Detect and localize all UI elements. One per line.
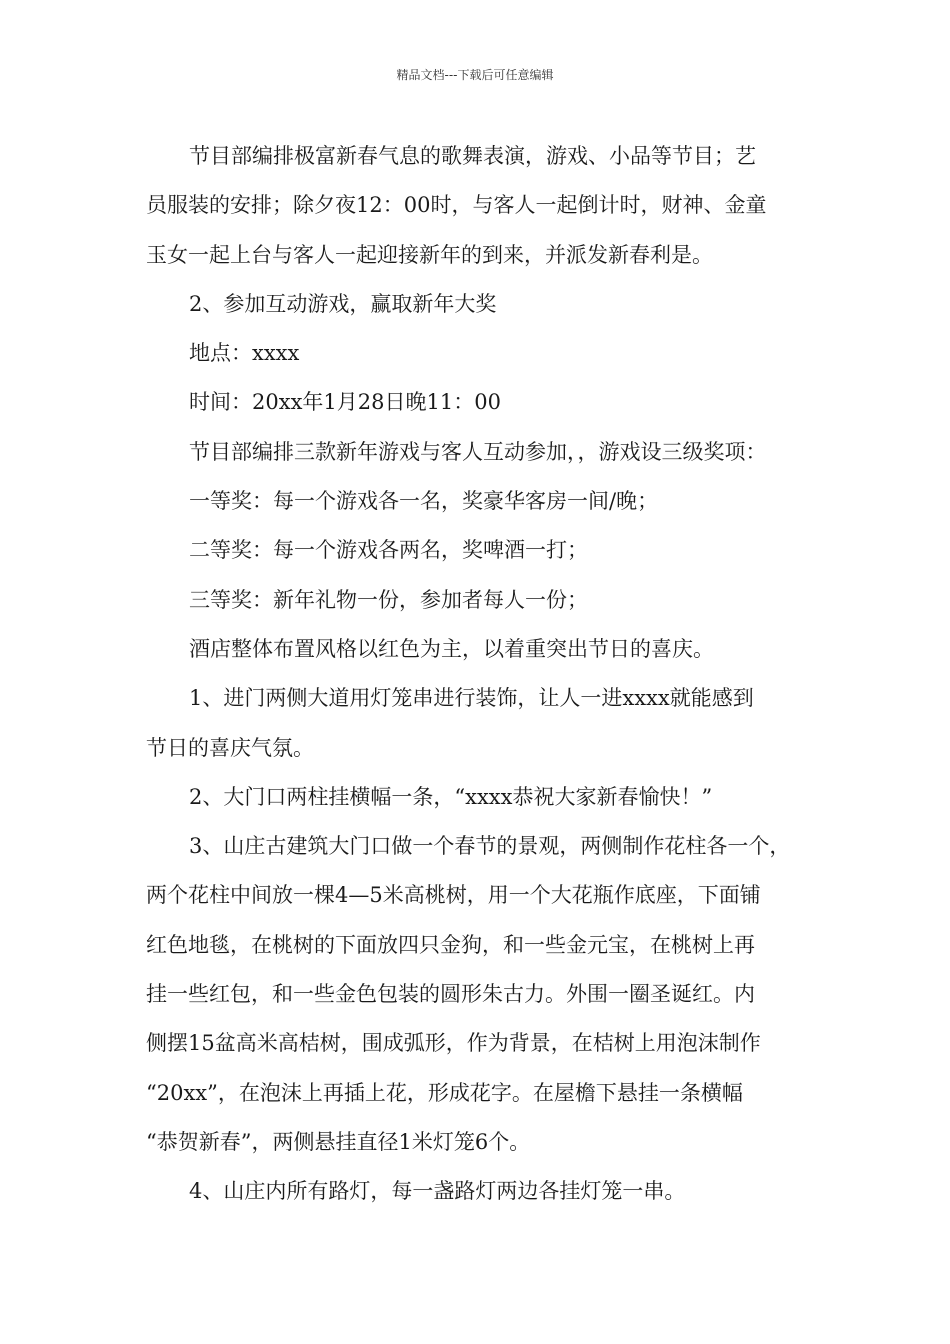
section-heading: 2、参加互动游戏，赢取新年大奖 xyxy=(189,291,497,316)
prize-second: 二等奖：每一个游戏各两名，奖啤酒一打； xyxy=(189,538,588,563)
body-line: “20xx”，在泡沫上再插上花，形成花字。在屋檐下悬挂一条横幅 xyxy=(146,1080,743,1105)
document-body xyxy=(146,132,818,1217)
body-line: 节目部编排三款新年游戏与客人互动参加，，游戏设三级奖项： xyxy=(189,439,767,464)
body-line: “恭贺新春”，两侧悬挂直径1米灯笼6个。 xyxy=(146,1129,531,1154)
prize-third: 三等奖：新年礼物一份，参加者每人一份； xyxy=(189,587,588,612)
body-line: 酒店整体布置风格以红色为主，以着重突出节日的喜庆。 xyxy=(189,636,714,661)
body-line: 侧摆15盆高米高桔树，围成弧形，作为背景，在桔树上用泡沫制作 xyxy=(146,1031,761,1056)
location-line: 地点：xxxx xyxy=(189,341,300,366)
list-item: 1、进门两侧大道用灯笼串进行装饰，让人一进xxxx就能感到 xyxy=(189,686,754,711)
body-line: 员服装的安排；除夕夜12：00时，与客人一起倒计时，财神、金童 xyxy=(146,193,767,218)
body-line: 节日的喜庆气氛。 xyxy=(146,735,314,760)
page-header: 精品文档---下载后可任意编辑 xyxy=(396,68,554,82)
body-line: 挂一些红包，和一些金色包装的圆形朱古力。外围一圈圣诞红。内 xyxy=(146,982,755,1007)
body-line: 两个花柱中间放一棵4—5米高桃树，用一个大花瓶作底座，下面铺 xyxy=(146,883,761,908)
list-item: 2、大门口两柱挂横幅一条，“xxxx恭祝大家新春愉快！” xyxy=(189,784,713,809)
list-item: 3、山庄古建筑大门口做一个春节的景观，两侧制作花柱各一个， xyxy=(189,834,791,859)
list-item: 4、山庄内所有路灯，每一盏路灯两边各挂灯笼一串。 xyxy=(189,1179,686,1204)
body-line: 红色地毯，在桃树的下面放四只金狗，和一些金元宝，在桃树上再 xyxy=(146,932,755,957)
time-line: 时间：20xx年1月28日晚11：00 xyxy=(189,390,501,415)
prize-first: 一等奖：每一个游戏各一名，奖豪华客房一间/晚； xyxy=(189,489,659,514)
body-line: 玉女一起上台与客人一起迎接新年的到来，并派发新春利是。 xyxy=(146,242,713,267)
body-line: 节目部编排极富新春气息的歌舞表演，游戏、小品等节目；艺 xyxy=(189,144,756,168)
